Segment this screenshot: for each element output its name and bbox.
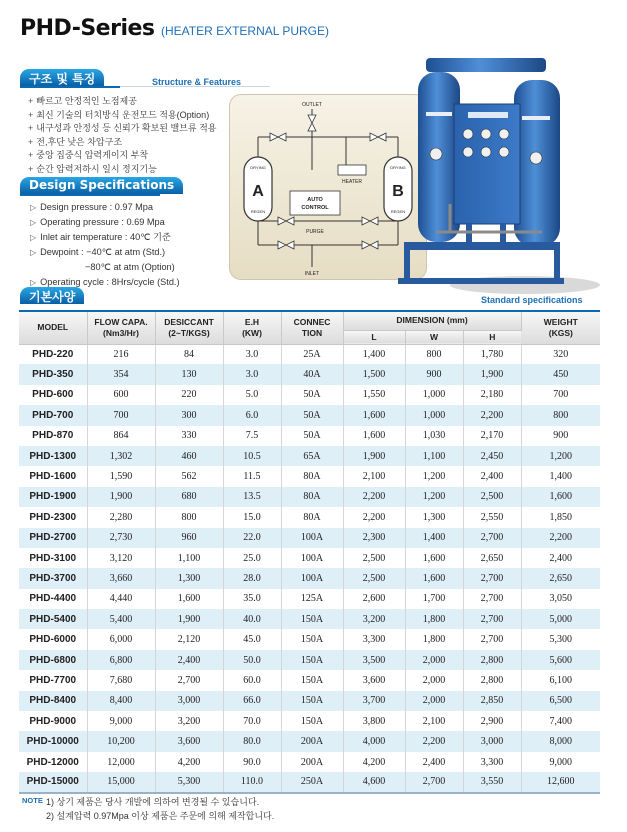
cell-dim-l: 4,200 — [343, 752, 405, 772]
cell-eh: 28.0 — [223, 568, 281, 588]
cell-desiccant: 3,000 — [155, 691, 223, 711]
cell-dim-l: 2,300 — [343, 528, 405, 548]
cell-dim-w: 1,200 — [405, 466, 463, 486]
cell-dim-l: 2,600 — [343, 589, 405, 609]
cell-dim-w: 1,700 — [405, 589, 463, 609]
cell-eh: 15.0 — [223, 507, 281, 527]
cell-dim-h: 1,780 — [463, 344, 521, 364]
cell-connection: 80A — [281, 466, 343, 486]
cell-model: PHD-5400 — [19, 609, 87, 629]
cell-desiccant: 2,120 — [155, 629, 223, 649]
cell-desiccant: 220 — [155, 385, 223, 405]
cell-model: PHD-4400 — [19, 589, 87, 609]
tower-a-drying: DRYING — [250, 165, 266, 170]
cell-flow: 700 — [87, 405, 155, 425]
cell-dim-w: 2,100 — [405, 711, 463, 731]
cell-dim-l: 1,900 — [343, 446, 405, 466]
col-connection: CONNEC TION — [281, 312, 343, 344]
col-dim-w: W — [405, 330, 463, 344]
design-spec-item: ▷ Dewpoint : −40℃ at atm (Std.) — [30, 247, 166, 258]
cell-desiccant: 1,600 — [155, 589, 223, 609]
cell-eh: 25.0 — [223, 548, 281, 568]
cell-flow: 15,000 — [87, 772, 155, 792]
cell-desiccant: 562 — [155, 466, 223, 486]
structure-subheading: Structure & Features — [152, 77, 242, 87]
cell-dim-h: 2,650 — [463, 548, 521, 568]
cell-connection: 25A — [281, 344, 343, 364]
cell-dim-h: 2,700 — [463, 609, 521, 629]
cell-dim-w: 2,000 — [405, 650, 463, 670]
cell-flow: 3,660 — [87, 568, 155, 588]
cell-flow: 5,400 — [87, 609, 155, 629]
cell-flow: 3,120 — [87, 548, 155, 568]
cell-model: PHD-3100 — [19, 548, 87, 568]
col-dimension: DIMENSION (mm) — [343, 312, 521, 330]
table-row — [19, 405, 600, 425]
cell-connection: 100A — [281, 528, 343, 548]
cell-dim-w: 1,200 — [405, 487, 463, 507]
cell-weight: 6,500 — [521, 691, 600, 711]
table-row — [19, 670, 600, 690]
cell-model: PHD-1600 — [19, 466, 87, 486]
cell-dim-w: 2,200 — [405, 731, 463, 751]
standard-subheading: Standard specifications — [481, 295, 583, 305]
cell-connection: 150A — [281, 711, 343, 731]
cell-desiccant: 800 — [155, 507, 223, 527]
tower-b-drying: DRYING — [390, 165, 406, 170]
cell-connection: 100A — [281, 568, 343, 588]
standard-heading: 기본사양 — [20, 287, 84, 304]
cell-eh: 60.0 — [223, 670, 281, 690]
cell-connection: 80A — [281, 507, 343, 527]
design-spec-item: ▷ Operating cycle : 8Hrs/cycle (Std.) — [30, 277, 180, 288]
table-row — [19, 629, 600, 649]
cell-dim-l: 4,600 — [343, 772, 405, 792]
cell-desiccant: 3,200 — [155, 711, 223, 731]
spec-table — [19, 312, 600, 794]
cell-connection: 125A — [281, 589, 343, 609]
tower-a-label: A — [252, 183, 264, 200]
cell-desiccant: 960 — [155, 528, 223, 548]
cell-eh: 70.0 — [223, 711, 281, 731]
cell-eh: 66.0 — [223, 691, 281, 711]
cell-dim-w: 2,700 — [405, 772, 463, 792]
cell-connection: 200A — [281, 752, 343, 772]
table-row — [19, 426, 600, 446]
cell-weight: 5,000 — [521, 609, 600, 629]
cell-model: PHD-6000 — [19, 629, 87, 649]
feature-item: + 빠르고 안정적인 노점제공 — [28, 96, 137, 106]
cell-model: PHD-12000 — [19, 752, 87, 772]
cell-flow: 7,680 — [87, 670, 155, 690]
structure-heading-rule — [20, 86, 120, 88]
table-row — [19, 446, 600, 466]
cell-desiccant: 300 — [155, 405, 223, 425]
col-desiccant: DESICCANT (2~T/KGS) — [155, 312, 223, 344]
cell-desiccant: 4,200 — [155, 752, 223, 772]
cell-dim-l: 1,600 — [343, 426, 405, 446]
cell-flow: 2,730 — [87, 528, 155, 548]
cell-flow: 9,000 — [87, 711, 155, 731]
table-row — [19, 711, 600, 731]
cell-dim-l: 3,200 — [343, 609, 405, 629]
cell-model: PHD-8400 — [19, 691, 87, 711]
cell-model: PHD-7700 — [19, 670, 87, 690]
cell-eh: 6.0 — [223, 405, 281, 425]
cell-eh: 90.0 — [223, 752, 281, 772]
table-row — [19, 609, 600, 629]
cell-eh: 13.5 — [223, 487, 281, 507]
cell-connection: 65A — [281, 446, 343, 466]
cell-dim-w: 800 — [405, 344, 463, 364]
table-row — [19, 772, 600, 792]
cell-model: PHD-1900 — [19, 487, 87, 507]
cell-eh: 45.0 — [223, 629, 281, 649]
table-row — [19, 364, 600, 384]
cell-connection: 200A — [281, 731, 343, 751]
cell-dim-l: 1,600 — [343, 405, 405, 425]
cell-weight: 8,000 — [521, 731, 600, 751]
cell-dim-w: 1,000 — [405, 385, 463, 405]
cell-flow: 12,000 — [87, 752, 155, 772]
design-spec-item: −80℃ at atm (Option) — [85, 262, 175, 273]
cell-model: PHD-10000 — [19, 731, 87, 751]
cell-eh: 110.0 — [223, 772, 281, 792]
cell-model: PHD-2700 — [19, 528, 87, 548]
cell-dim-h: 2,800 — [463, 670, 521, 690]
diagram-inlet-label: INLET — [304, 271, 320, 277]
cell-dim-l: 3,700 — [343, 691, 405, 711]
cell-weight: 2,200 — [521, 528, 600, 548]
diagram-control-label: CONTROL — [301, 205, 329, 211]
cell-dim-l: 3,600 — [343, 670, 405, 690]
cell-desiccant: 1,900 — [155, 609, 223, 629]
cell-weight: 1,600 — [521, 487, 600, 507]
cell-dim-h: 2,400 — [463, 466, 521, 486]
cell-dim-h: 2,180 — [463, 385, 521, 405]
cell-eh: 7.5 — [223, 426, 281, 446]
cell-dim-h: 2,700 — [463, 568, 521, 588]
diagram-heater-label: HEATER — [342, 179, 362, 185]
cell-eh: 35.0 — [223, 589, 281, 609]
table-row — [19, 487, 600, 507]
cell-dim-w: 1,400 — [405, 528, 463, 548]
cell-dim-h: 2,700 — [463, 528, 521, 548]
cell-model: PHD-1300 — [19, 446, 87, 466]
cell-weight: 6,100 — [549, 674, 573, 686]
cell-eh: 11.5 — [223, 466, 281, 486]
cell-dim-h: 2,700 — [463, 589, 521, 609]
note-line: 2) 설계압력 0.97Mpa 이상 제품은 주문에 의해 제작합니다. — [46, 811, 275, 821]
cell-dim-w: 1,800 — [405, 629, 463, 649]
feature-item: + 최신 기술의 터치방식 운전모드 적용(Option) — [28, 109, 210, 120]
cell-weight: 1,850 — [549, 511, 573, 523]
design-spec-item: ▷ Operating pressure : 0.69 Mpa — [30, 217, 165, 228]
cell-dim-h: 3,000 — [463, 731, 521, 751]
table-row — [19, 731, 600, 751]
cell-desiccant: 130 — [155, 364, 223, 384]
design-heading-rule — [20, 194, 160, 196]
cell-flow: 600 — [87, 385, 155, 405]
cell-connection: 50A — [281, 405, 343, 425]
cell-weight: 1,200 — [521, 446, 600, 466]
design-heading: Design Specifications — [20, 177, 183, 194]
table-row — [19, 385, 600, 405]
cell-dim-h: 3,550 — [463, 772, 521, 792]
diagram-purge-label: PURGE — [306, 229, 324, 235]
tower-a-regen: REGEN — [250, 209, 266, 214]
diagram-auto-label: AUTO — [307, 197, 323, 203]
structure-heading: 구조 및 특징 — [20, 69, 104, 86]
cell-connection: 250A — [281, 772, 343, 792]
cell-dim-l: 2,200 — [343, 507, 405, 527]
cell-dim-l: 3,800 — [343, 711, 405, 731]
cell-connection: 40A — [281, 364, 343, 384]
cell-desiccant: 1,100 — [155, 548, 223, 568]
cell-desiccant: 3,600 — [155, 731, 223, 751]
cell-weight: 12,600 — [521, 772, 600, 792]
cell-dim-w: 1,100 — [405, 446, 463, 466]
table-row — [19, 650, 600, 670]
cell-eh: 50.0 — [223, 650, 281, 670]
cell-dim-h: 1,900 — [463, 364, 521, 384]
cell-weight: 1,400 — [549, 471, 573, 483]
cell-dim-w: 1,030 — [405, 426, 463, 446]
col-weight: WEIGHT (KGS) — [521, 312, 600, 344]
cell-weight: 7,400 — [549, 715, 573, 727]
cell-flow: 8,400 — [87, 691, 155, 711]
cell-flow: 6,800 — [87, 650, 155, 670]
cell-dim-h: 2,170 — [463, 426, 521, 446]
cell-dim-l: 1,400 — [343, 344, 405, 364]
cell-weight: 5,300 — [549, 634, 573, 646]
cell-dim-l: 2,200 — [343, 487, 405, 507]
table-row — [19, 466, 600, 486]
series-subtitle: (HEATER EXTERNAL PURGE) — [160, 24, 329, 38]
table-row — [19, 507, 600, 527]
cell-flow: 354 — [87, 364, 155, 384]
cell-weight: 700 — [553, 389, 569, 401]
cell-dim-w: 1,300 — [405, 507, 463, 527]
note-label: NOTE — [22, 796, 43, 805]
design-spec-list — [30, 200, 180, 291]
cell-connection: 150A — [281, 629, 343, 649]
col-dim-l: L — [343, 330, 405, 344]
cell-connection: 150A — [281, 670, 343, 690]
cell-flow: 864 — [87, 426, 155, 446]
series-title: PHD-Series — [20, 16, 155, 41]
cell-connection: 150A — [281, 609, 343, 629]
product-photo — [396, 54, 566, 288]
cell-connection: 150A — [281, 691, 343, 711]
cell-dim-w: 1,600 — [405, 568, 463, 588]
cell-dim-h: 2,200 — [463, 405, 521, 425]
col-eh: E.H (KW) — [223, 312, 281, 344]
cell-model: PHD-870 — [19, 426, 87, 446]
cell-desiccant: 680 — [155, 487, 223, 507]
cell-dim-w: 2,000 — [405, 670, 463, 690]
table-row — [19, 528, 600, 548]
cell-weight: 2,650 — [521, 568, 600, 588]
cell-dim-h: 2,800 — [463, 650, 521, 670]
cell-eh: 80.0 — [223, 731, 281, 751]
cell-desiccant: 1,300 — [155, 568, 223, 588]
cell-dim-h: 2,550 — [463, 507, 521, 527]
cell-connection: 100A — [281, 548, 343, 568]
cell-model: PHD-3700 — [19, 568, 87, 588]
cell-flow: 1,590 — [87, 466, 155, 486]
cell-eh: 3.0 — [223, 344, 281, 364]
cell-desiccant: 2,700 — [155, 670, 223, 690]
note-line: 1) 상기 제품은 당사 개발에 의하여 변경될 수 있습니다. — [46, 797, 260, 807]
cell-dim-h: 2,850 — [463, 691, 521, 711]
cell-weight: 900 — [553, 430, 569, 442]
cell-connection: 50A — [281, 426, 343, 446]
cell-model: PHD-350 — [19, 364, 87, 384]
cell-desiccant: 5,300 — [155, 772, 223, 792]
cell-connection: 50A — [281, 385, 343, 405]
col-dim-h: H — [463, 330, 521, 344]
tower-b-regen: REGEN — [390, 209, 406, 214]
cell-model: PHD-220 — [19, 344, 87, 364]
tower-b-label: B — [392, 183, 404, 200]
cell-connection: 80A — [281, 487, 343, 507]
cell-model: PHD-600 — [19, 385, 87, 405]
design-spec-item: ▷ Inlet air temperature : 40℃ 기준 — [30, 232, 171, 243]
cell-eh: 5.0 — [223, 385, 281, 405]
cell-dim-w: 2,000 — [405, 691, 463, 711]
cell-model: PHD-2300 — [19, 507, 87, 527]
cell-flow: 10,200 — [87, 731, 155, 751]
cell-weight: 800 — [521, 405, 600, 425]
cell-dim-l: 2,100 — [343, 466, 405, 486]
cell-desiccant: 330 — [155, 426, 223, 446]
cell-flow: 216 — [87, 344, 155, 364]
cell-dim-w: 2,400 — [405, 752, 463, 772]
cell-flow: 6,000 — [87, 629, 155, 649]
cell-eh: 10.5 — [223, 446, 281, 466]
cell-desiccant: 2,400 — [155, 650, 223, 670]
table-row — [19, 752, 600, 772]
cell-flow: 4,440 — [87, 589, 155, 609]
cell-desiccant: 460 — [155, 446, 223, 466]
table-row — [19, 344, 600, 364]
diagram-outlet-label: OUTLET — [302, 102, 322, 108]
cell-dim-l: 3,500 — [343, 650, 405, 670]
cell-flow: 1,302 — [87, 446, 155, 466]
cell-dim-h: 2,450 — [463, 446, 521, 466]
table-row — [19, 568, 600, 588]
cell-dim-h: 3,300 — [463, 752, 521, 772]
cell-dim-l: 4,000 — [343, 731, 405, 751]
feature-list — [28, 95, 216, 177]
cell-model: PHD-15000 — [19, 772, 87, 792]
cell-dim-l: 2,500 — [343, 548, 405, 568]
cell-weight: 3,050 — [549, 593, 573, 605]
cell-weight: 450 — [521, 364, 600, 384]
cell-weight: 2,400 — [549, 552, 573, 564]
col-flow: FLOW CAPA. (Nm3/Hr) — [87, 312, 155, 344]
cell-eh: 22.0 — [223, 528, 281, 548]
cell-dim-h: 2,700 — [463, 629, 521, 649]
design-spec-item: ▷ Design pressure : 0.97 Mpa — [30, 202, 154, 212]
feature-item: + 중앙 집중식 압력게이지 부착 — [28, 150, 149, 161]
cell-connection: 150A — [281, 650, 343, 670]
cell-dim-w: 1,800 — [405, 609, 463, 629]
cell-desiccant: 84 — [155, 344, 223, 364]
cell-weight: 9,000 — [549, 756, 573, 768]
cell-dim-w: 900 — [405, 364, 463, 384]
cell-dim-h: 2,900 — [463, 711, 521, 731]
cell-weight: 320 — [553, 348, 569, 360]
cell-dim-h: 2,500 — [463, 487, 521, 507]
cell-model: PHD-700 — [19, 405, 87, 425]
cell-eh: 3.0 — [223, 364, 281, 384]
table-row — [19, 548, 600, 568]
table-row — [19, 691, 600, 711]
cell-dim-l: 2,500 — [343, 568, 405, 588]
cell-flow: 2,280 — [87, 507, 155, 527]
cell-dim-w: 1,600 — [405, 548, 463, 568]
cell-model: PHD-9000 — [19, 711, 87, 731]
cell-dim-l: 3,300 — [343, 629, 405, 649]
feature-item: + 순간 압력저하시 일시 정지기능 — [28, 163, 157, 174]
table-row — [19, 589, 600, 609]
feature-item: + 내구성과 안정성 등 신뢰가 확보된 밸브류 적용 — [28, 123, 217, 134]
page-title — [20, 16, 329, 41]
cell-model: PHD-6800 — [19, 650, 87, 670]
col-model: MODEL — [19, 312, 87, 344]
feature-item: + 전,후단 낮은 차압구조 — [28, 136, 123, 147]
cell-dim-l: 1,550 — [343, 385, 405, 405]
cell-dim-w: 1,000 — [405, 405, 463, 425]
cell-flow: 1,900 — [87, 487, 155, 507]
cell-weight: 5,600 — [521, 650, 600, 670]
cell-dim-l: 1,500 — [343, 364, 405, 384]
cell-eh: 40.0 — [223, 609, 281, 629]
spec-table-body — [19, 344, 600, 793]
